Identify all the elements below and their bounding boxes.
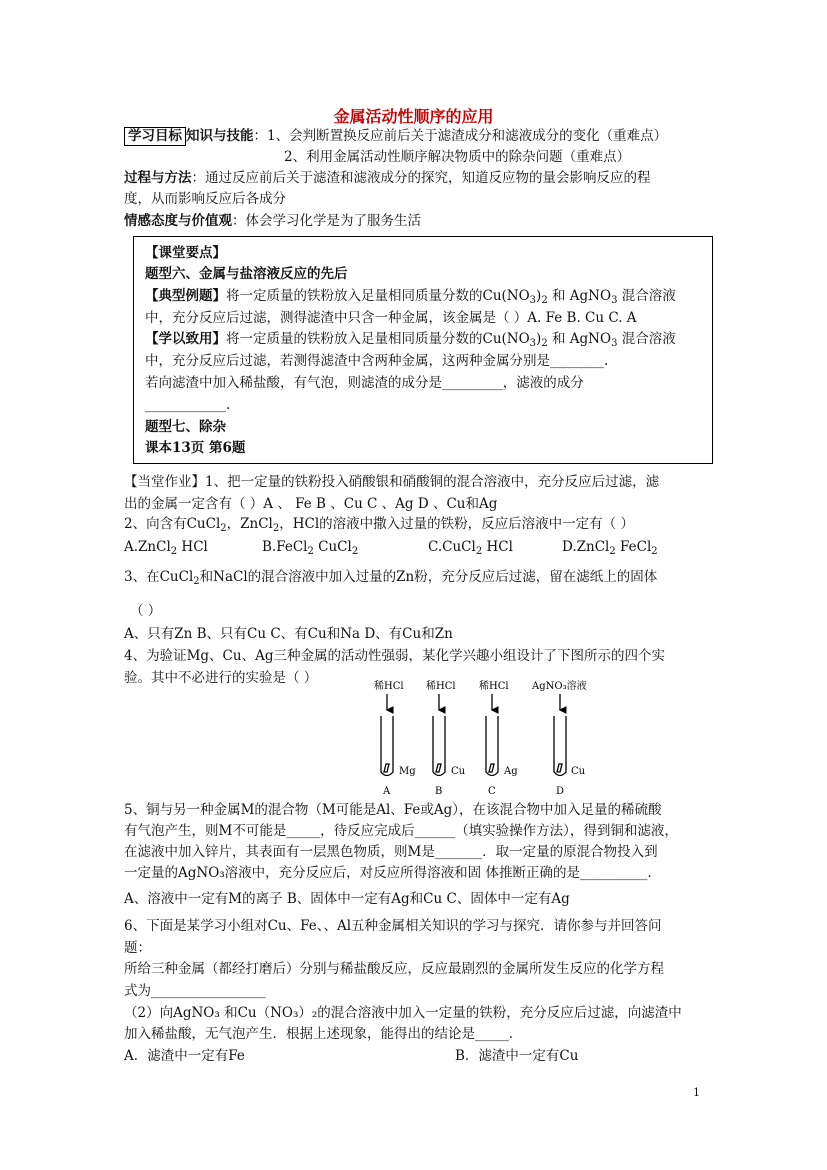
metal-label-c: Ag — [504, 766, 518, 777]
page-number: 1 — [693, 1086, 700, 1099]
q2-opt-c-rest: HCl — [482, 539, 513, 555]
q2-line-1 — [124, 514, 634, 539]
apply-sub-1: 3 — [529, 338, 537, 349]
q2-option-a — [124, 537, 208, 562]
q2-opt-c-sub: 2 — [475, 546, 483, 557]
q6-option-a: A．滤渣中一定有Fe — [124, 1048, 245, 1064]
q5-options: A、溶液中一定有M的离子 B、固体中一定有Ag和Cu C、固体中一定有Ag — [124, 891, 570, 907]
q2-text-1: 2、向含有CuCl — [124, 516, 221, 532]
emotion-text: ：体会学习化学是为了服务生活 — [232, 213, 421, 229]
q2-opt-d-text: D.ZnCl — [562, 539, 610, 555]
type7-heading: 题型七、除杂 — [145, 419, 226, 435]
example-sub-1: 3 — [529, 295, 537, 306]
q3-line-2: （ ） — [130, 603, 162, 619]
q3-options: A、只有Zn B、只有Cu C、有Cu和Na D、有Cu和Zn — [124, 626, 453, 642]
q6-option-b: B．滤渣中一定有Cu — [455, 1048, 579, 1064]
q5-line-3: 在滤液中加入锌片，其表面有一层黑色物质，则M是_______．取一定量的原混合物投入到 — [124, 844, 658, 860]
q5-line-1: 5、铜与另一种金属M的混合物（M可能是Al、Fe或Ag），在该混合物中加入足量的稀硫酸 — [124, 802, 662, 818]
example-line-2: 中，充分反应后过滤，测得滤渣中只含一种金属，该金属是（ ）A. Fe B. Cu C. A — [145, 310, 637, 326]
q2-opt-b-sub: 2 — [307, 546, 314, 557]
knowledge-label: 知识与技能 — [186, 128, 254, 144]
apply-line-3: 若向滤渣中加入稀盐酸，有气泡，则滤渣的成分是_________，滤液的成分 — [145, 375, 584, 391]
reagent-label-d: AgNO₃溶液 — [532, 681, 587, 692]
q2-option-b — [262, 537, 358, 562]
metal-label-b: Cu — [451, 766, 466, 777]
q2-option-d — [562, 537, 658, 562]
q1-line-2: 出的金属一定含有（ ）A 、 Fe B 、Cu C 、Ag D 、Cu和Ag — [124, 496, 498, 512]
goals-label: 学习目标 — [124, 127, 186, 146]
apply-label: 【学以致用】 — [145, 331, 226, 347]
metal-label-d: Cu — [571, 766, 586, 777]
q6-line-4: 式为_________________ — [124, 983, 266, 999]
example-text-1g: 混合溶液 — [617, 288, 676, 304]
q4-line-1: 4、为验证Mg、Cu、Ag三种金属的活动性强弱，某化学兴趣小组设计了下图所示的四个实 — [124, 648, 665, 664]
reagent-label-b: 稀HCl — [426, 681, 456, 692]
tube-letter-c: C — [488, 786, 496, 797]
q3-sub: 2 — [193, 576, 200, 587]
goals-line-1 — [124, 126, 667, 146]
tube-letter-d: D — [556, 786, 565, 797]
knowledge-text-2: 2、利用金属活动性顺序解决物质中的除杂问题（重难点） — [284, 149, 631, 165]
q2-opt-a-sub: 2 — [170, 546, 178, 557]
example-text-1a: 将一定质量的铁粉放入足量相同质量分数的Cu(NO — [226, 288, 530, 304]
apply-line-4: ____________. — [145, 397, 231, 413]
metal-piece-d — [557, 764, 562, 772]
test-tube-b — [433, 716, 445, 776]
q4-line-2: 验。其中不必进行的实验是（ ） — [124, 670, 318, 686]
q6-line-5: （2）向AgNO₃ 和Cu（NO₃）₂的混合溶液中加入一定量的铁粉，充分反应后过滤，向滤渣中 — [124, 1005, 682, 1021]
q3-line-1 — [124, 567, 657, 592]
apply-text-1e: 和 AgNO — [547, 331, 612, 347]
emotion-line — [124, 211, 421, 231]
apply-line-2: 中，充分反应后过滤，若测得滤渣中含两种金属，这两种金属分别是________. — [145, 353, 609, 369]
q6-line-3: 所给三种金属（都经打磨后）分别与稀盐酸反应，反应最剧烈的金属所发生反应的化学方程 — [124, 961, 664, 977]
q2-opt-d-sub2: 2 — [651, 546, 658, 557]
q2-text-3: ，ZnCl — [226, 516, 273, 532]
tube-letter-b: B — [435, 786, 443, 797]
apply-sub-2: 2 — [541, 338, 548, 349]
q5-line-2: 有气泡产生，则M不可能是_____，待反应完成后______（填实验操作方法），得到铜和滤液， — [124, 823, 678, 839]
reagent-label-a: 稀HCl — [374, 681, 404, 692]
q2-opt-c-text: C.CuCl — [428, 539, 476, 555]
box-heading: 【课堂要点】 — [145, 245, 226, 261]
process-label: 过程与方法 — [124, 170, 192, 186]
apply-text-1a: 将一定质量的铁粉放入足量相同质量分数的Cu(NO — [226, 331, 530, 347]
q5-line-4: 一定量的AgNO₃溶液中，充分反应后，对反应所得溶液和固 体推断正确的是__________． — [124, 865, 661, 881]
metal-piece-c — [489, 764, 494, 772]
q2-opt-d-sub: 2 — [609, 546, 616, 557]
example-label: 【典型例题】 — [145, 288, 226, 304]
q6-line-2: 题： — [124, 940, 151, 956]
q6-line-6: 加入稀盐酸，无气泡产生．根据上述现象，能得出的结论是_____． — [124, 1026, 523, 1042]
page-title: 金属活动性顺序的应用 — [333, 107, 494, 126]
process-text-1: ：通过反应前后关于滤渣和滤液成分的探究，知道反应物的量会影响反应的程 — [191, 170, 651, 186]
type6-heading: 题型六、金属与盐溶液反应的先后 — [145, 266, 348, 282]
q2-opt-d-rest: FeCl — [615, 539, 652, 555]
q2-sub-2: 2 — [272, 523, 280, 534]
metal-piece-a — [384, 764, 389, 772]
reagent-label-c: 稀HCl — [479, 681, 509, 692]
test-tube-a — [381, 716, 393, 776]
emotion-label: 情感态度与价值观 — [124, 213, 232, 229]
textbook-ref: 课本13页 第6题 — [145, 440, 246, 456]
q2-opt-a-rest: HCl — [177, 539, 208, 555]
metal-piece-b — [436, 764, 441, 772]
q2-option-c — [428, 537, 513, 562]
q2-text-5: ，HCl的溶液中撒入过量的铁粉，反应后溶液中一定有（ ） — [279, 516, 634, 532]
process-line-1 — [124, 168, 651, 188]
example-sub-3: 3 — [611, 295, 618, 306]
q1-line-1: 【当堂作业】1、把一定量的铁粉投入硝酸银和硝酸铜的混合溶液中，充分反应后过滤，滤 — [124, 474, 660, 490]
example-text-1e: 和 AgNO — [547, 288, 612, 304]
q2-sub-1: 2 — [220, 523, 227, 534]
test-tube-c — [486, 716, 498, 776]
tube-letter-a: A — [383, 786, 391, 797]
q3-text-3: 和NaCl的混合溶液中加入过量的Zn粉，充分反应后过滤，留在滤纸上的固体 — [199, 569, 658, 585]
metal-label-a: Mg — [399, 766, 416, 777]
apply-text-1g: 混合溶液 — [617, 331, 676, 347]
process-text-2: 度，从而影响反应后各成分 — [124, 191, 286, 207]
knowledge-text-1: ：1、会判断置换反应前后关于滤渣成分和滤液成分的变化（重难点） — [253, 128, 668, 144]
apply-text-1c: ) — [536, 331, 542, 347]
q2-opt-b-rest: CuCl — [313, 539, 352, 555]
test-tube-figure — [364, 678, 614, 800]
q6-line-1: 6、下面是某学习小组对Cu、Fe、、Al五种金属相关知识的学习与探究．请你参与并回答问 — [124, 918, 662, 934]
q2-opt-b-sub2: 2 — [351, 546, 359, 557]
q2-opt-b-text: B.FeCl — [262, 539, 308, 555]
q2-opt-a-text: A.ZnCl — [124, 539, 171, 555]
test-tube-d — [554, 716, 566, 776]
example-text-1c: ) — [536, 288, 542, 304]
example-sub-2: 2 — [541, 295, 548, 306]
q3-text-1: 3、在CuCl — [124, 569, 194, 585]
apply-sub-3: 3 — [611, 338, 618, 349]
